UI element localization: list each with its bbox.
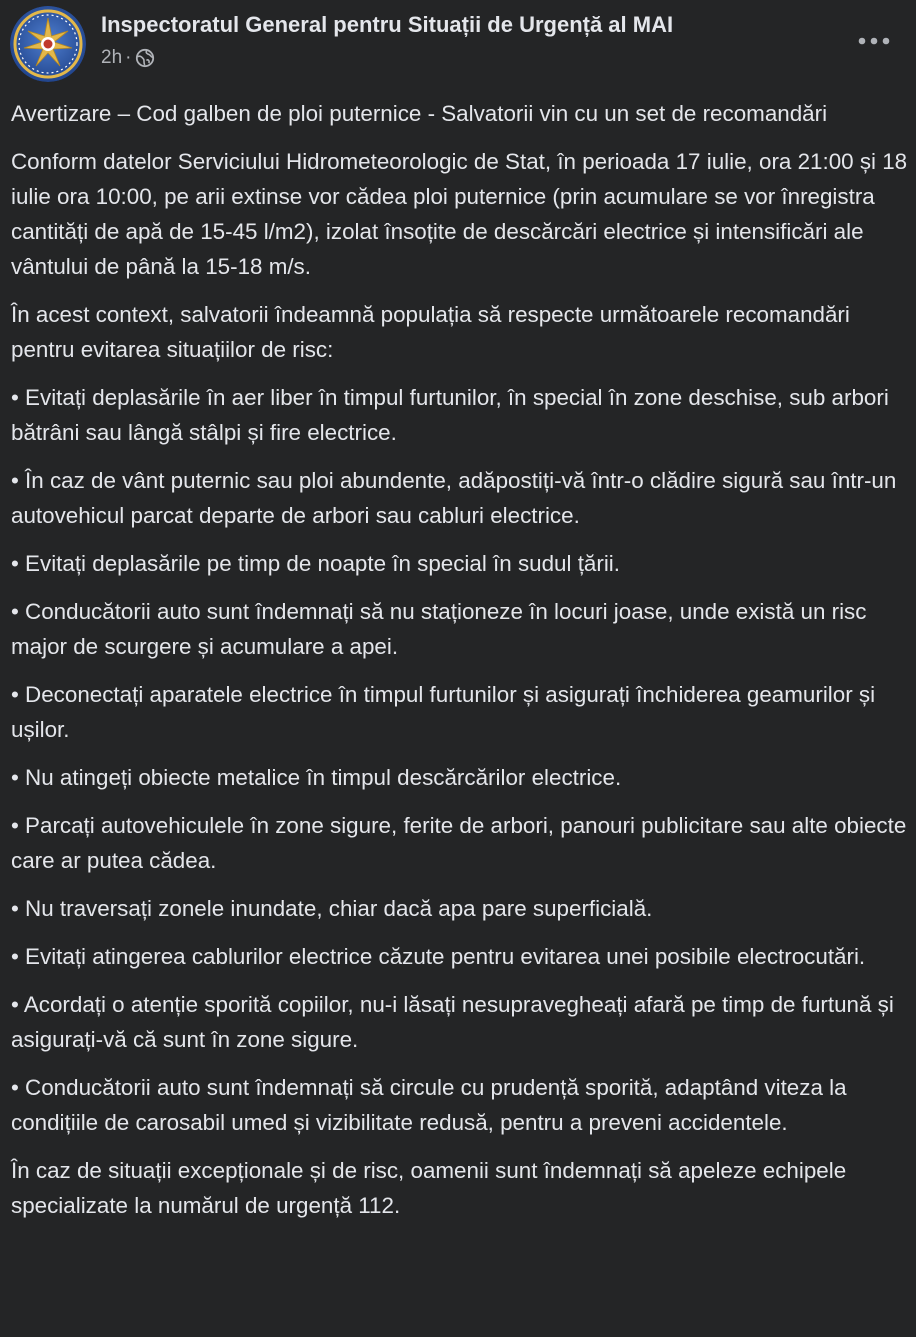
post-body — [11, 96, 911, 1236]
recommendation-item: • Acordați o atenție sporită copiilor, nu-i lăsați nesupravegheați afară pe timp de furtună și asigurați-vă că sunt în zone sigure. — [11, 992, 894, 1052]
recommendation-item: • Conducătorii auto sunt îndemnați să circule cu prudență sporită, adaptând viteza la condițiile de carosabil umed și vizibilitate redusă, pentru a preveni accidentele. — [11, 1075, 847, 1135]
recommendation-item: • Evitați atingerea cablurilor electrice căzute pentru evitarea unei posibile electrocutări. — [11, 944, 866, 969]
post-title-paragraph: Avertizare – Cod galben de ploi puternice - Salvatorii vin cu un set de recomandări — [11, 101, 828, 126]
recommendation-item: • Nu atingeți obiecte metalice în timpul descărcărilor electrice. — [11, 765, 622, 790]
post-paragraph: Conform datelor Serviciului Hidrometeorologic de Stat, în perioada 17 iulie, ora 21:00 și 18 iulie ora 10:00, pe arii extinse vor cădea ploi puternice (prin acumulare se vor înregistra cantități de apă de 15-45 l/m2), izolat însoțite de descărcări electrice și intensificări ale vântului de până la 15-18 m/s. — [11, 149, 908, 279]
post-timestamp[interactable]: 2h — [101, 47, 123, 68]
recommendation-item: • Conducătorii auto sunt îndemnați să nu staționeze în locuri joase, unde există un risc major de scurgere și acumulare a apei. — [11, 599, 867, 659]
recommendation-item: • Parcați autovehiculele în zone sigure, ferite de arbori, panouri publicitare sau alte obiecte care ar putea cădea. — [11, 813, 907, 873]
igsu-emblem-icon — [10, 6, 86, 82]
post-paragraph: În acest context, salvatorii îndeamnă populația să respecte următoarele recomandări pentru evitarea situațiilor de risc: — [11, 302, 850, 362]
meta-separator: · — [125, 47, 132, 68]
more-options-icon — [857, 36, 891, 46]
post-meta — [101, 44, 155, 72]
recommendation-item: • Evitați deplasările în aer liber în timpul furtunilor, în special în zone deschise, sub arbori bătrâni sau lângă stâlpi și fire electrice. — [11, 385, 889, 445]
globe-icon[interactable] — [135, 48, 155, 68]
recommendation-item: • Evitați deplasările pe timp de noapte în special în sudul țării. — [11, 551, 620, 576]
avatar[interactable] — [10, 6, 86, 82]
recommendation-item: • Nu traversați zonele inundate, chiar dacă apa pare superficială. — [11, 896, 653, 921]
more-options-button[interactable] — [854, 26, 894, 56]
recommendation-item: • Deconectați aparatele electrice în timpul furtunilor și asigurați închiderea geamurilor și ușilor. — [11, 682, 876, 742]
page-name[interactable]: Inspectoratul General pentru Situații de Urgență al MAI — [101, 12, 674, 37]
post-header — [0, 0, 916, 90]
post-closing-paragraph: În caz de situații excepționale și de risc, oamenii sunt îndemnați să apeleze echipele specializate la numărul de urgență 112. — [11, 1158, 847, 1218]
recommendation-item: • În caz de vânt puternic sau ploi abundente, adăpostiți-vă într-o clădire sigură sau într-un autovehicul parcat departe de arbori sau cabluri electrice. — [11, 468, 897, 528]
